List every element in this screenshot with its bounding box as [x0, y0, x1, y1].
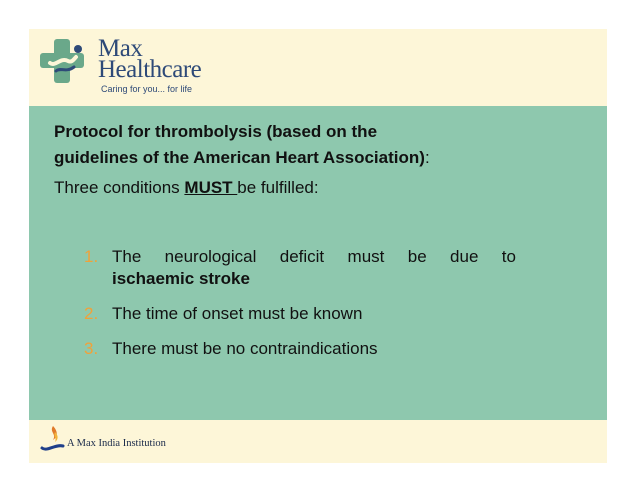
list-text: The time of onset must be known — [112, 304, 363, 323]
word: deficit — [279, 247, 325, 266]
word: must — [347, 247, 385, 266]
intro-suffix: be fulfilled: — [237, 178, 319, 197]
list-text-line-2: ischaemic stroke — [112, 269, 250, 288]
word: be — [407, 247, 427, 266]
word: The — [112, 247, 142, 266]
list-text: There must be no contraindications — [112, 339, 378, 358]
slide-title — [54, 119, 430, 171]
list-number: 1. — [84, 247, 99, 266]
title-line-2-bold: guidelines of the American Heart Association) — [54, 148, 425, 167]
list-text-line-1 — [112, 246, 516, 268]
word: due — [450, 247, 479, 266]
brand-name — [98, 35, 202, 83]
flame-swoosh-icon — [39, 422, 67, 456]
institution-logo — [39, 422, 209, 458]
intro-prefix: Three conditions — [54, 178, 185, 197]
brand-line-1: Max — [98, 35, 143, 62]
max-cross-logo-icon — [38, 37, 90, 85]
list-number: 2. — [84, 304, 99, 323]
title-colon: : — [424, 148, 430, 167]
intro-line — [54, 178, 319, 198]
brand-tagline: Caring for you... for life — [101, 84, 193, 94]
word: neurological — [164, 247, 257, 266]
title-line-1: Protocol for thrombolysis (based on the — [54, 122, 378, 141]
max-healthcare-logo — [38, 35, 208, 99]
list-number: 3. — [84, 339, 99, 358]
word: to — [501, 247, 516, 266]
slide-footer — [29, 420, 607, 463]
list-text — [112, 246, 516, 290]
institution-label: A Max India Institution — [67, 438, 166, 449]
title-line-2 — [54, 145, 430, 171]
slide-header — [29, 29, 607, 106]
brand-line-2: Healthcare — [98, 56, 202, 83]
intro-must: MUST — [184, 178, 238, 197]
